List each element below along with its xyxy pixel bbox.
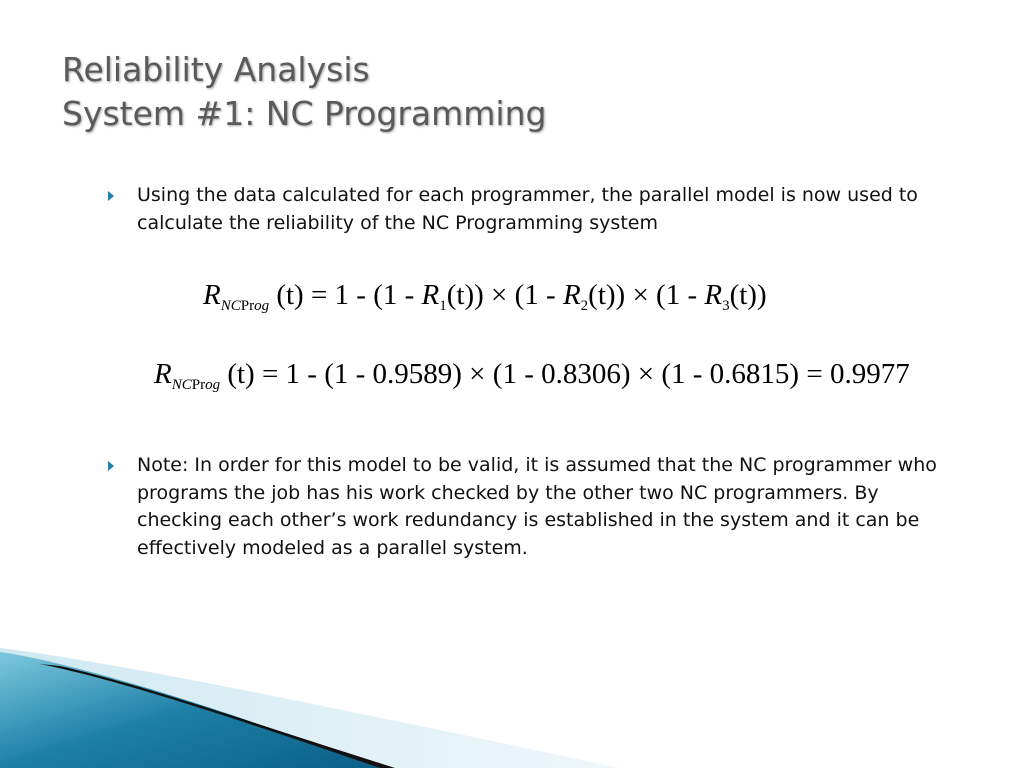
formula-r2: R [562,279,581,311]
calc-subscript-part-nc: NC [171,377,192,393]
formula-eq: = 1 - (1 - [303,279,422,311]
formula-r3-sub: 3 [722,298,730,314]
formula-r2-sub: 2 [580,298,589,314]
bullet-text-2: Note: In order for this model to be valid, it is assumed that the NC programmer who programs the job has his work checked by the other two NC programmers. By checking each other’s work redundancy is established in the system and it can be effectively modeled as a parallel system. [137,454,937,559]
calc-rest: (t) = 1 - (1 - 0.9589) × (1 - 0.8306) × (1 - 0.6815) = 0.9977 [227,358,910,390]
formula-mid-1: (t)) × (1 - [446,279,563,311]
subscript-part-nc: NC [220,298,241,314]
formula-mid-2: (t)) × (1 - [588,279,705,311]
formula-symbol-r: R [203,279,221,311]
calc-subscript-part-pr: Pr [191,377,206,393]
title-line-2: System #1: NC Programming [62,94,547,133]
formula-r3: R [704,279,723,311]
calc-symbol-r: R [154,358,172,390]
formula-r1: R [421,279,440,311]
subscript-part-pr: Pr [240,298,255,314]
subscript-part-og: og [254,298,270,314]
bullet-text-1: Using the data calculated for each programmer, the parallel model is now used to calculate the reliability of the NC Programming system [137,184,918,234]
title-line-1: Reliability Analysis [62,50,370,89]
formula-end: (t)) [729,279,767,311]
formula-lhs-arg: (t) [276,279,304,311]
calc-subscript-part-og: og [205,377,221,393]
formula-r1-sub: 1 [439,298,447,314]
